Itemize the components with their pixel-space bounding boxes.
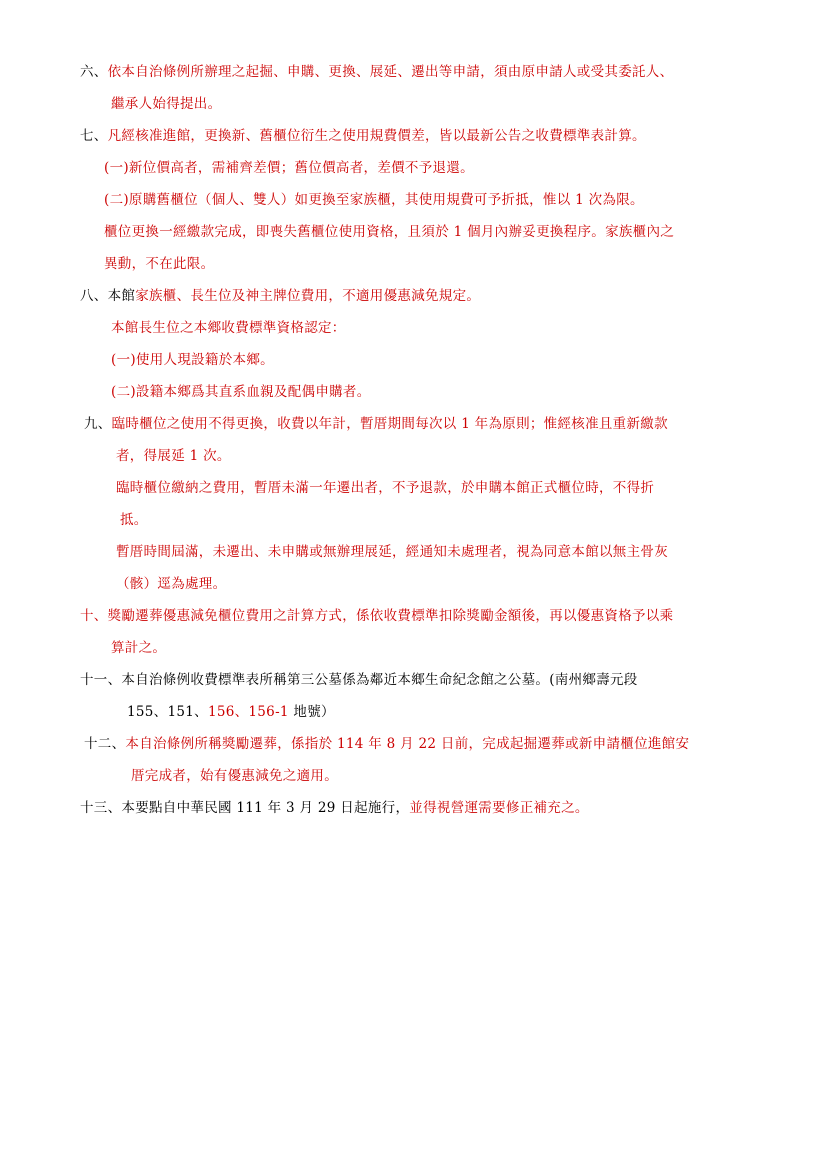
item-7-sub-2 (104, 190, 644, 210)
text-segment: 者，得展延 1 次。 (116, 448, 231, 464)
text-segment: 繼承人始得提出。 (111, 96, 222, 112)
text-segment: 算計之。 (111, 640, 167, 656)
text-segment: 本自治條例所稱獎勵遷葬，係指於 114 年 8 月 22 日前，完成起掘遷葬或新申請櫃位進館安 (125, 736, 690, 752)
item-9-para-3-line-1 (116, 542, 668, 562)
item-9-para-2-line-2 (120, 510, 148, 530)
text-segment: 臨時櫃位之使用不得更換，收費以年計，暫厝期間每次以 1 年為原則；惟經核准且重新繳款 (111, 416, 668, 432)
item-11-line-2 (127, 702, 335, 722)
text-segment: 凡經核准進館，更換新、舊櫃位衍生之使用規費價差，皆以最新公告之收費標準表計算。 (107, 128, 646, 144)
text-segment: （骸）逕為處理。 (116, 576, 227, 592)
item-8-line-2 (111, 318, 346, 338)
text-segment: (二)原購舊櫃位（個人、雙人）如更換至家族櫃，其使用規費可予折抵，惟以 1 次為限。 (104, 192, 644, 208)
text-segment: (一)使用人現設籍於本鄉。 (111, 352, 274, 368)
text-segment: 依本自治條例所辦理之起掘、申購、更換、展延、遷出等申請，須由原申請人或受其委託人、 (107, 64, 674, 80)
text-segment: (一)新位價高者，需補齊差價；舊位價高者，差價不予退還。 (104, 160, 474, 176)
item-9-para-3-line-2 (116, 574, 226, 594)
item-9-line-2 (116, 446, 231, 466)
text-segment: 本館長生位之本鄉收費標準資格認定： (111, 320, 346, 336)
text-segment: 地號） (288, 704, 335, 720)
text-segment: 十一、本自治條例收費標準表所稱第三公墓係為鄰近本鄉生命紀念館之公墓。(南州鄉壽元段 (80, 672, 638, 688)
text-segment: 家族櫃、長生位及神主牌位費用，不適用優惠減免規定。 (135, 288, 481, 304)
item-7-note-line-2 (104, 254, 214, 274)
item-7-line-1 (80, 126, 646, 146)
text-segment: 厝完成者，始有優惠減免之適用。 (131, 768, 338, 784)
item-7-sub-1 (104, 158, 474, 178)
text-segment: 櫃位更換一經繳款完成，即喪失舊櫃位使用資格，且須於 1 個月內辦妥更換程序。家族櫃內之 (104, 224, 675, 240)
item-8-sub-2 (111, 382, 371, 402)
text-segment: 156、156-1 (207, 704, 289, 720)
text-segment: 八、本館 (80, 288, 136, 304)
text-segment: 十、獎勵遷葬優惠減免櫃位費用之計算方式，係依收費標準扣除獎勵金額後，再以優惠資格予以乘 (80, 608, 674, 624)
item-7-note-line-1 (104, 222, 674, 242)
text-segment: 七、 (80, 128, 108, 144)
text-segment: 臨時櫃位繳納之費用，暫厝未滿一年遷出者，不予退款，於申購本館正式櫃位時，不得折 (116, 480, 655, 496)
text-segment: 異動，不在此限。 (104, 256, 215, 272)
text-segment: 155、151、 (127, 704, 208, 720)
item-6-line-2 (111, 94, 221, 114)
item-12-line-2 (131, 766, 338, 786)
text-segment: 十三、本要點自中華民國 111 年 3 月 29 日起施行， (80, 800, 410, 816)
text-segment: 暫厝時間屆滿，未遷出、未申購或無辦理展延，經通知未處理者，視為同意本館以無主骨灰 (116, 544, 668, 560)
item-9-line-1 (84, 414, 668, 434)
text-segment: 十二、 (84, 736, 126, 752)
item-8-line-1 (80, 286, 480, 306)
item-13-line-1 (80, 798, 589, 818)
text-segment: 六、 (80, 64, 108, 80)
item-8-sub-1 (111, 350, 274, 370)
item-12-line-1 (84, 734, 689, 754)
item-10-line-1 (80, 606, 673, 626)
item-6-line-1 (80, 62, 673, 82)
text-segment: (二)設籍本鄉爲其直系血親及配偶申購者。 (111, 384, 371, 400)
item-9-para-2-line-1 (116, 478, 654, 498)
text-segment: 並得視營運需要修正補充之。 (409, 800, 589, 816)
text-segment: 抵。 (120, 512, 148, 528)
text-segment: 九、 (84, 416, 112, 432)
item-10-line-2 (111, 638, 166, 658)
item-11-line-1 (80, 670, 638, 690)
